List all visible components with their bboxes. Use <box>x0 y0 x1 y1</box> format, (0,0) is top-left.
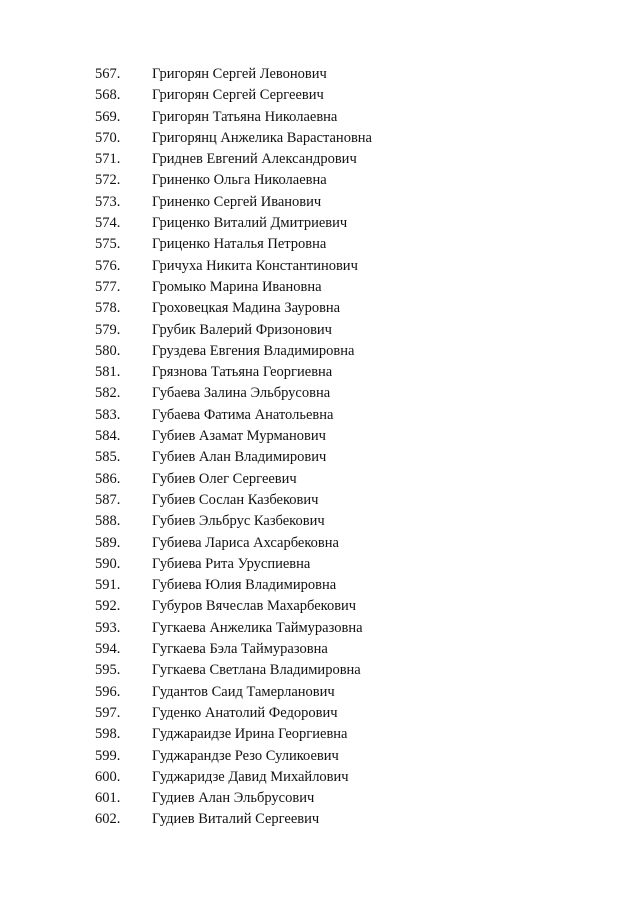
entry-number: 583. <box>95 406 121 423</box>
entry-number: 575. <box>95 236 121 253</box>
list-item <box>95 639 372 660</box>
list-item <box>95 788 372 809</box>
entry-name: Грубик Валерий Фризонович <box>152 321 332 338</box>
entry-number: 581. <box>95 364 121 381</box>
entry-name: Гриненко Ольга Николаевна <box>152 172 327 189</box>
entry-number: 571. <box>95 151 121 168</box>
list-item <box>95 320 372 341</box>
entry-name: Григорян Татьяна Николаевна <box>152 108 338 125</box>
entry-name: Губиев Алан Владимирович <box>152 449 327 466</box>
entry-number: 589. <box>95 534 121 551</box>
entry-number: 567. <box>95 66 121 82</box>
list-item <box>95 128 372 149</box>
name-list <box>95 64 372 831</box>
list-item <box>95 490 372 511</box>
entry-number: 599. <box>95 747 121 764</box>
entry-number: 576. <box>95 257 121 274</box>
list-item <box>95 107 372 128</box>
entry-number: 582. <box>95 385 121 402</box>
entry-number: 598. <box>95 726 121 743</box>
entry-name: Григорян Сергей Левонович <box>152 66 327 82</box>
list-item <box>95 85 372 106</box>
entry-number: 592. <box>95 598 121 615</box>
entry-name: Григорян Сергей Сергеевич <box>152 87 324 104</box>
entry-name: Гриценко Наталья Петровна <box>152 236 327 253</box>
entry-number: 578. <box>95 300 121 317</box>
entry-name: Гуджараидзе Ирина Георгиевна <box>152 726 348 743</box>
list-item <box>95 533 372 554</box>
entry-number: 597. <box>95 704 121 721</box>
entry-name: Губиева Юлия Владимировна <box>152 577 337 594</box>
entry-name: Гудантов Саид Тамерланович <box>152 683 335 700</box>
entry-number: 584. <box>95 428 121 445</box>
entry-number: 579. <box>95 321 121 338</box>
entry-number: 601. <box>95 790 121 807</box>
entry-number: 570. <box>95 129 121 146</box>
list-item <box>95 618 372 639</box>
entry-number: 585. <box>95 449 121 466</box>
list-item <box>95 767 372 788</box>
entry-name: Гриценко Виталий Дмитриевич <box>152 215 348 232</box>
entry-number: 569. <box>95 108 121 125</box>
entry-number: 591. <box>95 577 121 594</box>
list-item <box>95 256 372 277</box>
entry-name: Громыко Марина Ивановна <box>152 278 322 295</box>
list-item <box>95 596 372 617</box>
list-item <box>95 682 372 703</box>
entry-name: Гриднев Евгений Александрович <box>152 151 357 168</box>
entry-name: Гудиев Виталий Сергеевич <box>152 811 320 828</box>
list-item <box>95 383 372 404</box>
entry-number: 586. <box>95 470 121 487</box>
entry-name: Груздева Евгения Владимировна <box>152 342 355 359</box>
entry-number: 568. <box>95 87 121 104</box>
list-item <box>95 703 372 724</box>
entry-name: Губиев Азамат Мурманович <box>152 428 326 445</box>
entry-number: 573. <box>95 193 121 210</box>
list-item <box>95 426 372 447</box>
entry-number: 572. <box>95 172 121 189</box>
entry-number: 602. <box>95 811 121 828</box>
entry-name: Губиев Эльбрус Казбекович <box>152 513 325 530</box>
list-item <box>95 298 372 319</box>
list-item <box>95 746 372 767</box>
list-item <box>95 511 372 532</box>
list-item <box>95 724 372 745</box>
entry-name: Гудиев Алан Эльбрусович <box>152 790 315 807</box>
list-item <box>95 575 372 596</box>
entry-name: Гуденко Анатолий Федорович <box>152 704 338 721</box>
entry-name: Гугкаева Бэла Таймуразовна <box>152 641 328 658</box>
list-item <box>95 234 372 255</box>
entry-number: 587. <box>95 491 121 508</box>
list-item <box>95 341 372 362</box>
entry-number: 594. <box>95 641 121 658</box>
list-item <box>95 809 372 830</box>
list-item <box>95 469 372 490</box>
list-item <box>95 660 372 681</box>
list-item <box>95 277 372 298</box>
entry-number: 590. <box>95 555 121 572</box>
entry-number: 580. <box>95 342 121 359</box>
list-item <box>95 213 372 234</box>
entry-name: Губиев Олег Сергеевич <box>152 470 297 487</box>
entry-number: 574. <box>95 215 121 232</box>
entry-name: Григорянц Анжелика Варастановна <box>152 129 372 146</box>
entry-name: Гугкаева Анжелика Таймуразовна <box>152 619 363 636</box>
entry-number: 595. <box>95 662 121 679</box>
list-item <box>95 64 372 85</box>
entry-name: Гуджарандзе Резо Суликоевич <box>152 747 339 764</box>
entry-name: Губиева Рита Уруспиевна <box>152 555 311 572</box>
entry-name: Губаева Залина Эльбрусовна <box>152 385 331 402</box>
list-item <box>95 405 372 426</box>
entry-name: Грязнова Татьяна Георгиевна <box>152 364 333 381</box>
entry-number: 600. <box>95 768 121 785</box>
list-item <box>95 170 372 191</box>
entry-name: Гричуха Никита Константинович <box>152 257 358 274</box>
entry-name: Губуров Вячеслав Махарбекович <box>152 598 357 615</box>
entry-name: Гуджаридзе Давид Михайлович <box>152 768 349 785</box>
entry-number: 588. <box>95 513 121 530</box>
entry-name: Гроховецкая Мадина Зауровна <box>152 300 341 317</box>
list-item <box>95 554 372 575</box>
entry-name: Губиев Сослан Казбекович <box>152 491 319 508</box>
list-item <box>95 447 372 468</box>
list-item <box>95 362 372 383</box>
entry-name: Губаева Фатима Анатольевна <box>152 406 334 423</box>
entry-number: 593. <box>95 619 121 636</box>
list-item <box>95 149 372 170</box>
list-item <box>95 192 372 213</box>
entry-name: Гугкаева Светлана Владимировна <box>152 662 361 679</box>
entry-number: 577. <box>95 278 121 295</box>
entry-name: Гриненко Сергей Иванович <box>152 193 322 210</box>
entry-name: Губиева Лариса Ахсарбековна <box>152 534 339 551</box>
entry-number: 596. <box>95 683 121 700</box>
